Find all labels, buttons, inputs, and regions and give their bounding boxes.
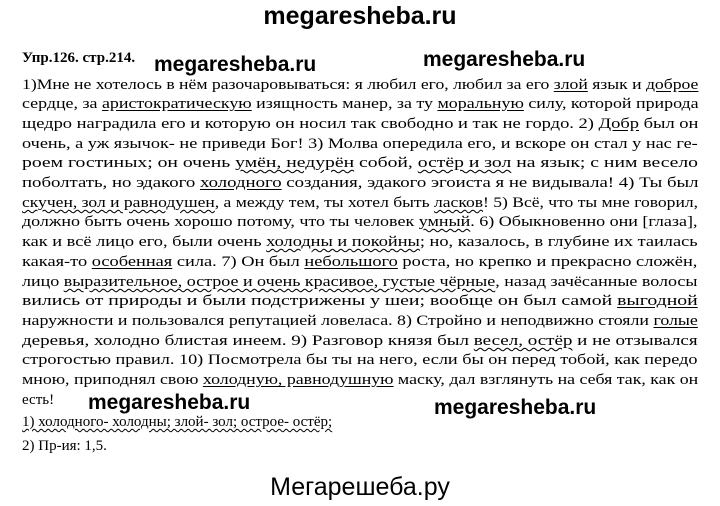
underlined-word: злой	[553, 77, 588, 93]
text-line: как и всё лицо его, были очень холодны и покойны; но, казалось, в глубине их таилась	[22, 234, 698, 250]
text-line: какая-то особенная сила. 7) Он был небольшого роста, но крепко и прекрасно сложён,	[22, 254, 698, 270]
text-line: вились от природы и были подстрижены у шеи; вообще он был самой выгодной	[22, 293, 698, 309]
underlined-word: скучен, зол и равнодушен	[22, 195, 215, 211]
text-line: поболтать, но эдакого холодного создания, эдакого эгоиста я не видывала! 4) Ты был	[22, 175, 699, 191]
watermark-inline: megaresheba.ru	[434, 396, 597, 419]
underlined-word: холодны и покойны	[266, 234, 420, 250]
underlined-word: ласков	[433, 195, 484, 211]
underlined-word: небольшого	[304, 254, 398, 270]
underlined-word: холодного	[199, 175, 282, 191]
underlined-word: аристократическую	[101, 96, 252, 112]
watermark-inline: megaresheba.ru	[423, 48, 586, 71]
text-line: строгостью правил. 10) Посмотрела бы ты на него, если бы он перед тобой, как передо	[22, 352, 698, 368]
underlined-word: умный	[418, 214, 471, 230]
underlined-word: выгодной	[617, 293, 698, 309]
watermark-bottom: Мегарешеба.ру	[270, 473, 450, 501]
watermark-inline: megaresheba.ru	[154, 53, 317, 76]
text-line: скучен, зол и равнодушен, а между тем, ты хотел быть ласков! 5) Всё, что ты мне говорил,	[22, 195, 698, 211]
text-line: роем гостиных; он очень умён, недурён собой, остёр и зол на язык; с ним весело	[22, 155, 699, 171]
exercise-title: Упр.126. стр.214.	[22, 50, 136, 66]
underlined-word: доброе	[645, 77, 699, 93]
underlined-word: моральную	[437, 96, 524, 112]
text-line: щедро наградила его и которую он носил так свободно и так не гордо. 2) Добр был он	[22, 116, 699, 132]
text-line: деревья, холодно блистая инеем. 9) Разговор князя был весел, остёр и не отзывался	[22, 333, 698, 349]
text-line: лицо выразительное, острое и очень красивое, густые чёрные, назад зачёсанные волосы	[22, 274, 698, 290]
underlined-word: голые	[653, 313, 698, 329]
text-line: сердце, за аристократическую изящность манер, за ту моральную силу, которой природа	[22, 96, 699, 112]
text-line: наружности и пользовался репутацией ловеласа. 8) Стройно и неподвижно стояли голые	[22, 313, 698, 329]
underlined-word: холодную, равнодушную	[202, 372, 394, 388]
underlined-word: особенная	[91, 254, 173, 270]
watermark-inline: megaresheba.ru	[88, 391, 251, 414]
answer-line-1: 1) холодного- холодны; злой- зол; острое- остёр;	[22, 414, 333, 430]
underlined-word: выразительное, острое и очень красивое, густые чёрные	[63, 274, 496, 290]
text-line: 1)Мне не хотелось в нём разочаровываться: я любил его, любил за его злой язык и доброе	[22, 77, 699, 93]
text-line: очень, а уж язычок- не приведи Бог! 3) Молва опередила его, и вскоре он стал у нас ге-	[22, 136, 698, 152]
watermark-top: megaresheba.ru	[263, 2, 457, 30]
text-line: мною, приподнял свою холодную, равнодушную маску, дал взглянуть на себя так, как он	[22, 372, 699, 388]
underlined-word: остёр и зол	[417, 155, 512, 171]
text-line: должно быть очень хорошо потому, что ты человек умный. 6) Обыкновенно они [глаза],	[22, 214, 698, 230]
underlined-word: умён, недурён	[235, 155, 355, 171]
answer-line-2: 2) Пр-ия: 1,5.	[22, 438, 107, 454]
text-line: есть!	[22, 392, 55, 408]
underlined-word: весел, остёр	[473, 333, 573, 349]
underlined-word: Добр	[598, 116, 640, 132]
